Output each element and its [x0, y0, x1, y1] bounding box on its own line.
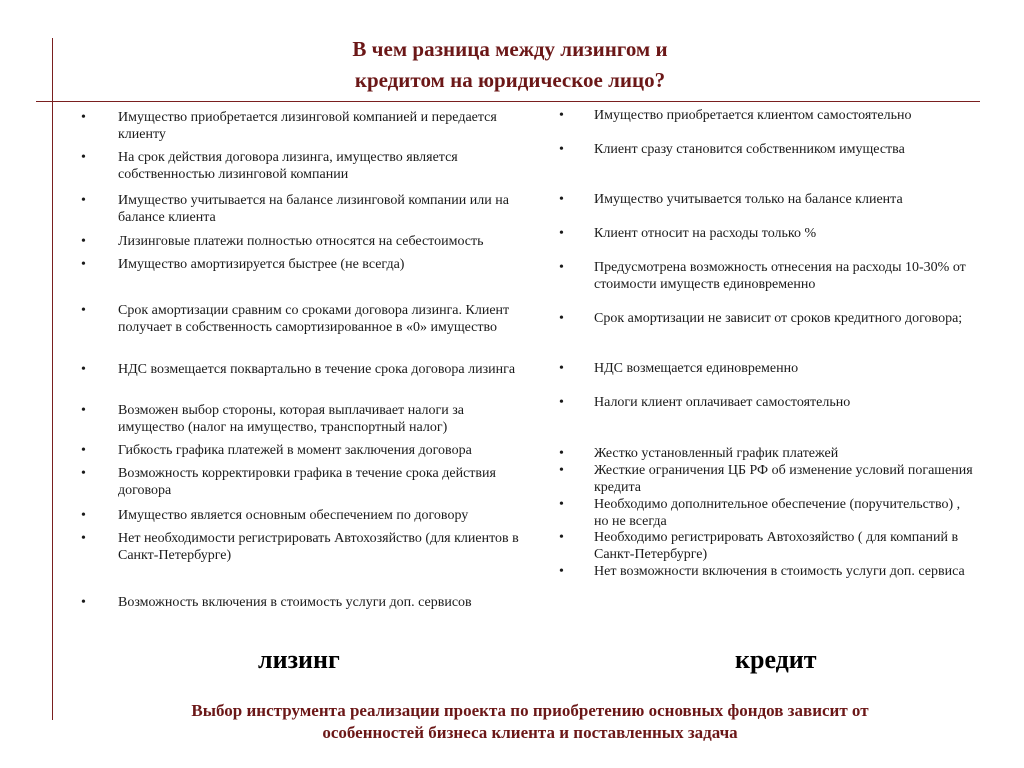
credit-item: • Нет возможности включения в стоимость услуги доп. сервиса [594, 564, 974, 581]
leasing-item: • На срок действия договора лизинга, имущество является собственностью лизинговой компании [118, 150, 530, 183]
conclusion-text [90, 700, 970, 744]
conclusion-line-1: Выбор инструмента реализации проекта по приобретению основных фондов зависит от [191, 701, 869, 720]
vertical-rule [52, 38, 53, 720]
credit-item: • Предусмотрена возможность отнесения на расходы 10-30% от стоимости имуществ единовременно [594, 260, 974, 293]
credit-item: • Имущество учитывается только на балансе клиента [594, 192, 974, 209]
credit-item: • Срок амортизации не зависит от сроков кредитного договора; [594, 311, 974, 328]
credit-item: • Налоги клиент оплачивает самостоятельно [594, 395, 974, 412]
leasing-label: лизинг [258, 645, 340, 674]
credit-label: кредит [735, 645, 817, 674]
horizontal-rule [36, 101, 980, 102]
credit-item: • Имущество приобретается клиентом самостоятельно [594, 108, 974, 125]
leasing-item: • Имущество учитывается на балансе лизинговой компании или на балансе клиента [118, 193, 530, 226]
credit-item: • Клиент относит на расходы только % [594, 226, 974, 243]
leasing-item: • НДС возмещается поквартально в течение срока договора лизинга [118, 362, 530, 379]
leasing-item: • Имущество является основным обеспечением по договору [118, 508, 530, 525]
leasing-item: • Имущество амортизируется быстрее (не всегда) [118, 257, 530, 274]
leasing-item: • Возможен выбор стороны, которая выплачивает налоги за имущество (налог на имущество, транспортный налог) [118, 403, 530, 436]
credit-item: • Необходимо регистрировать Автохозяйство ( для компаний в Санкт-Петербурге) [594, 530, 974, 563]
credit-item: • НДС возмещается единовременно [594, 361, 974, 378]
leasing-item: • Лизинговые платежи полностью относятся на себестоимость [118, 234, 530, 251]
credit-item: • Необходимо дополнительное обеспечение (поручительство) , но не всегда [594, 497, 974, 530]
leasing-item: • Срок амортизации сравним со сроками договора лизинга. Клиент получает в собственность самортизированное в «0» имущество [118, 303, 530, 336]
leasing-item: • Гибкость графика платежей в момент заключения договора [118, 443, 530, 460]
credit-item: • Клиент сразу становится собственником имущества [594, 142, 974, 159]
leasing-item: • Возможность корректировки графика в течение срока действия договора [118, 466, 530, 499]
page-title [160, 34, 860, 96]
conclusion-line-2: особенностей бизнеса клиента и поставленных задача [322, 723, 738, 742]
title-line-1: В чем разница между лизингом и [352, 37, 668, 61]
leasing-item: • Имущество приобретается лизинговой компанией и передается клиенту [118, 110, 530, 143]
leasing-item: • Нет необходимости регистрировать Автохозяйство (для клиентов в Санкт-Петербурге) [118, 531, 530, 564]
title-line-2: кредитом на юридическое лицо? [354, 68, 666, 92]
leasing-item: • Возможность включения в стоимость услуги доп. сервисов [118, 595, 530, 612]
credit-item: • Жестко установленный график платежей [594, 446, 974, 463]
credit-item: • Жесткие ограничения ЦБ РФ об изменение условий погашения кредита [594, 463, 974, 496]
